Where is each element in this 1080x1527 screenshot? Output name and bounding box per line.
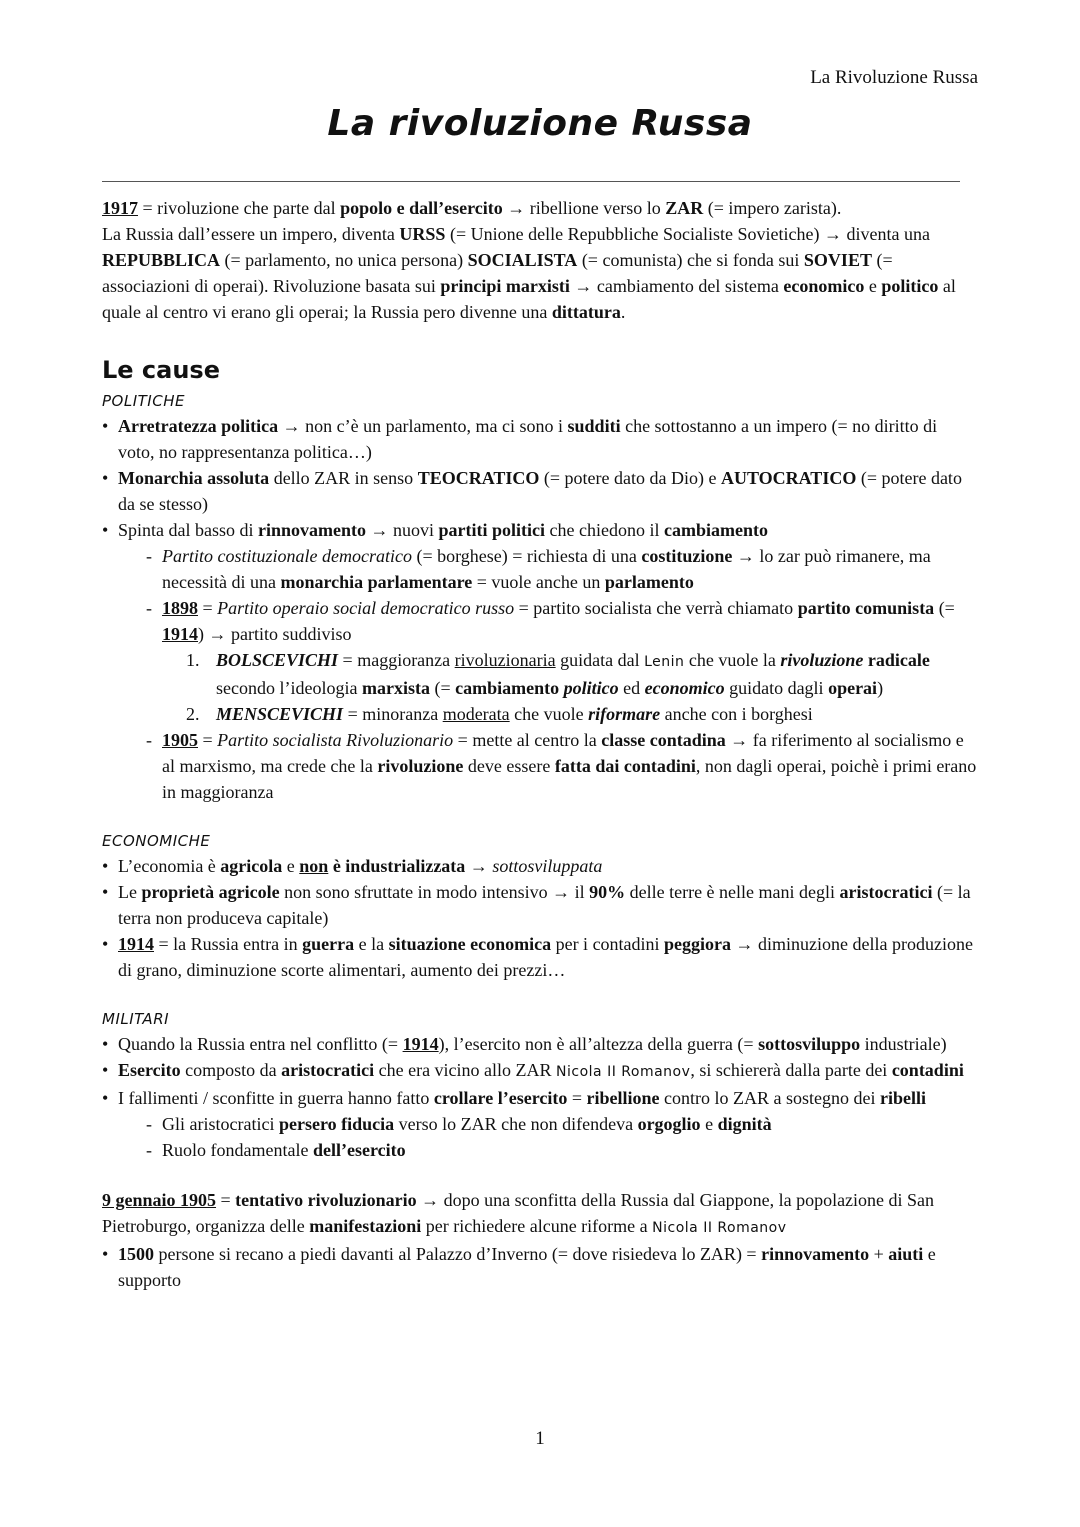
main-content [102,195,978,1293]
sublist-partiti [146,543,978,805]
subheading-politiche: POLITICHE [102,392,185,410]
list-item: • Monarchia assoluta dello ZAR in senso TEOCRATICO (= potere dato da Dio) e AUTOCRATICO (= potere dato da se stesso) [102,465,978,517]
title-divider [102,181,960,182]
list-item: • Le proprietà agricole non sono sfruttate in modo intensivo → il 90% delle terre è nelle mani degli aristocratici (= la terra non produceva capitale) [102,879,978,931]
list-item: • 1914 = la Russia entra in guerra e la situazione economica per i contadini peggiora → diminuzione della produzione di grano, diminuzione scorte alimentari, aumento dei prezzi… [102,931,978,983]
sublist-esercito [146,1111,978,1163]
list-item: - Partito costituzionale democratico (= borghese) = richiesta di una costituzione → lo zar può rimanere, ma necessità di una monarchia parlamentare = vuole anche un parlamento [146,543,978,595]
list-item: • Arretratezza politica → non c’è un parlamento, ma ci sono i sudditi che sottostanno a un impero (= no diritto di voto, no rappresentanza politica…) [102,413,978,465]
page-number: 1 [535,1428,545,1449]
list-item: - 1905 = Partito socialista Rivoluzionario = mette al centro la classe contadina → fa riferimento al socialismo e al marxismo, ma crede che la rivoluzione deve essere fatta dai contadini, non dagli operai, poichè i primi erano in maggioranza [146,727,978,805]
list-item: - 1898 = Partito operaio social democratico russo = partito socialista che verrà chiamato partito comunista (= 1914) → partito suddiviso 1. BOLSCEVICHI = maggioranza rivoluzionaria guidata dal Lenin che vuole la rivoluzione radicale secondo l’ideologia marxista (= cambiamento politico ed economico guidato dagli operai) 2. MENSCEVICHI = minoranza moderata che vuole riformare anche con i borghesi [146,595,978,727]
list-item: • I fallimenti / sconfitte in guerra hanno fatto crollare l’esercito = ribellione contro lo ZAR a sostegno dei ribelli - Gli aristocratici persero fiducia verso lo ZAR che non difendeva orgoglio e dignità - Ruolo fondamentale dell’esercito [102,1085,978,1163]
list-item: 2. MENSCEVICHI = minoranza moderata che vuole riformare anche con i borghesi [186,704,813,724]
intro-paragraph: 1917 = rivoluzione che parte dal popolo e dall’esercito → ribellione verso lo ZAR (= impero zarista). La Russia dall’essere un impero, diventa URSS (= Unione delle Repubbliche Socialiste Sovietiche) → diventa una REPUBBLICA (= parlamento, no unica persona) SOCIALISTA (= comunista) che si fonda sui SOVIET (= associazioni di operai). Rivoluzione basata sui principi marxisti → cambiamento del sistema economico e politico al quale al centro vi erano gli operai; la Russia pero divenne una dittatura. [102,198,956,322]
list-item: • Quando la Russia entra nel conflitto (= 1914), l’esercito non è all’altezza della guerra (= sottosviluppo industriale) [102,1031,978,1057]
page-title: La rivoluzione Russa [327,103,753,144]
numbered-list-fazioni [186,647,978,727]
list-militari [102,1031,978,1163]
list-item: - Gli aristocratici persero fiducia verso lo ZAR che non difendeva orgoglio e dignità [146,1111,978,1137]
running-header: La Rivoluzione Russa [810,67,978,88]
list-item: • 1500 persone si recano a piedi davanti al Palazzo d’Inverno (= dove risiedeva lo ZAR) = rinnovamento + aiuti e supporto [102,1241,978,1293]
list-item: 1. BOLSCEVICHI = maggioranza rivoluzionaria guidata dal Lenin che vuole la rivoluzione radicale secondo l’ideologia marxista (= cambiamento politico ed economico guidato dagli operai) [186,650,930,698]
section-heading-cause: Le cause [102,356,220,384]
list-item: • Spinta dal basso di rinnovamento → nuovi partiti politici che chiedono il cambiamento - Partito costituzionale democratico (= borghese) = richiesta di una costituzione → lo zar può rimanere, ma necessità di una monarchia parlamentare = vuole anche un parlamento - 1898 = Partito operaio social democratico russo = partito socialista che verrà chiamato partito comunista (= 1914) → partito suddiviso 1. BOLSCEVICHI = maggioranza rivoluzionaria guidata dal Lenin che vuole la rivoluzione radicale secondo l’ideologia marxista (= cambiamento politico ed economico guidato dagli operai) 2. MENSCEVICHI = minoranza moderata che vuole riformare anche con i borghesi - 1905 = Partito socialista Rivoluzionario = mette al centro la classe contadina → fa riferimento al socialismo e al marxismo, ma crede che la rivoluzione deve essere fatta dai contadini, non dagli operai, poichè i primi erano in maggioranza [102,517,978,805]
list-economiche [102,853,978,983]
list-politiche [102,413,978,805]
list-item: • Esercito composto da aristocratici che era vicino allo ZAR Nicola II Romanov, si schiererà dalla parte dei contadini [102,1057,978,1085]
subheading-economiche: ECONOMICHE [102,832,211,850]
list-item: • L’economia è agricola e non è industrializzata → sottosviluppata [102,853,978,879]
paragraph-9-gennaio: 9 gennaio 1905 = tentativo rivoluzionario → dopo una sconfitta della Russia dal Giappone, la popolazione di San Pietroburgo, organizza delle manifestazioni per richiedere alcune riforme a Nicola II Romanov [102,1190,935,1236]
subheading-militari: MILITARI [102,1010,170,1028]
list-item: - Ruolo fondamentale dell’esercito [146,1137,978,1163]
list-9-gennaio [102,1241,978,1293]
